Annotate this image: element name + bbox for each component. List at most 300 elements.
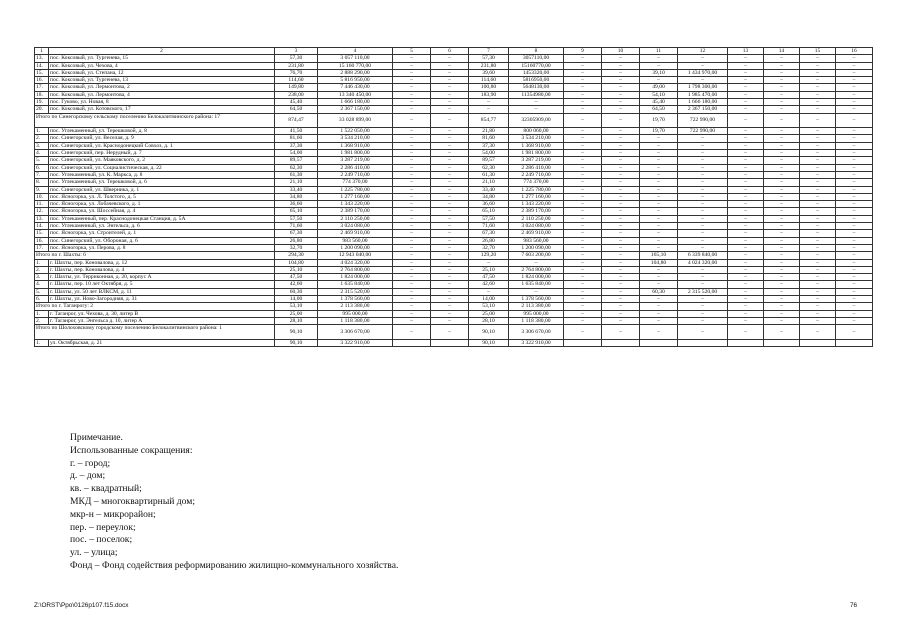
table-cell: 57,50: [469, 215, 509, 222]
table-cell: 2 469 910,00: [509, 230, 564, 237]
table-cell: –: [836, 266, 873, 273]
table-cell: 8.: [35, 179, 49, 186]
table-cell: –: [640, 266, 678, 273]
table-cell: 21,80: [469, 128, 509, 135]
table-cell: пос. Ясногорка, ул. Строителей, д. 1: [49, 230, 275, 237]
table-cell: –: [678, 274, 728, 281]
table-cell: –: [393, 186, 431, 193]
table-cell: –: [602, 288, 640, 295]
table-cell: 28,10: [469, 317, 509, 324]
column-header: 12: [678, 48, 728, 55]
table-cell: 1 824 000,00: [509, 274, 564, 281]
page-number: 76: [850, 602, 858, 609]
column-header: 13: [728, 48, 764, 55]
table-cell: –: [800, 164, 836, 171]
table-row: [35, 91, 873, 98]
table-cell: пос. Углекаменный, ул. Энгельса, д. 6: [49, 223, 275, 230]
table-cell: 1 277 160,00: [509, 193, 564, 200]
table-cell: –: [602, 237, 640, 244]
table-row: [35, 171, 873, 178]
table-cell: –: [836, 310, 873, 317]
table-cell: 2 110 250,00: [509, 215, 564, 222]
table-cell: –: [564, 171, 602, 178]
table-cell: 1 798 300,00: [678, 84, 728, 91]
table-cell: –: [431, 252, 469, 259]
table-cell: –: [602, 171, 640, 178]
header-row: [35, 48, 873, 55]
table-cell: –: [728, 208, 764, 215]
table-cell: пос. Ясногорка, ул. Шоссейная, д. 4: [49, 208, 275, 215]
table-cell: –: [728, 296, 764, 303]
subtotal-row: [35, 325, 873, 340]
table-cell: –: [800, 106, 836, 113]
table-cell: 722 990,00: [678, 128, 728, 135]
table-cell: –: [800, 208, 836, 215]
table-cell: –: [431, 157, 469, 164]
table-cell: –: [728, 171, 764, 178]
table-cell: 62,30: [469, 164, 509, 171]
table-cell: –: [469, 99, 509, 106]
table-cell: –: [602, 208, 640, 215]
table-cell: 60,30: [275, 288, 318, 295]
table-cell: –: [564, 142, 602, 149]
table-cell: –: [602, 259, 640, 266]
table-cell: –: [602, 317, 640, 324]
table-cell: –: [836, 208, 873, 215]
table-cell: –: [764, 303, 800, 310]
table-cell: 13.: [35, 215, 49, 222]
table-cell: –: [728, 186, 764, 193]
table-cell: 2 367 150,00: [318, 106, 393, 113]
table-cell: 294,30: [275, 252, 318, 259]
table-cell: 238,00: [275, 91, 318, 98]
table-cell: –: [764, 274, 800, 281]
table-cell: –: [836, 252, 873, 259]
table-cell: г. Шахты, пер. 10 лет Октября, д. 5: [49, 281, 275, 288]
table-cell: –: [431, 193, 469, 200]
table-cell: 15160770,00: [509, 62, 564, 69]
table-cell: 1 824 000,00: [318, 274, 393, 281]
table-cell: –: [564, 91, 602, 98]
table-cell: 1 368 910,00: [318, 142, 393, 149]
table-cell: 11.: [35, 201, 49, 208]
table-cell: пос. Углекаменный, ул. Терешковой, д. 8: [49, 128, 275, 135]
table-cell: –: [431, 266, 469, 273]
abbreviations-title: Использованные сокращения:: [70, 444, 193, 456]
table-cell: –: [393, 193, 431, 200]
table-cell: 71,60: [469, 223, 509, 230]
table-cell: –: [393, 69, 431, 76]
table-cell: –: [393, 303, 431, 310]
table-row: [35, 55, 873, 62]
table-cell: –: [800, 215, 836, 222]
table-cell: [800, 339, 836, 346]
table-cell: –: [564, 186, 602, 193]
table-cell: –: [678, 223, 728, 230]
table-cell: –: [431, 84, 469, 91]
table-cell: –: [431, 288, 469, 295]
table-cell: –: [431, 69, 469, 76]
table-cell: –: [393, 296, 431, 303]
table-row: [35, 244, 873, 251]
notes-section: [70, 432, 398, 573]
table-cell: –: [431, 55, 469, 62]
table-cell: –: [393, 252, 431, 259]
table-cell: –: [602, 281, 640, 288]
subtotal-row: [35, 303, 873, 310]
table-cell: 2 315 520,00: [318, 288, 393, 295]
table-cell: –: [393, 310, 431, 317]
table-cell: 1 981 800,00: [509, 150, 564, 157]
table-cell: 7 446 430,00: [318, 84, 393, 91]
table-cell: 995 000,00: [509, 310, 564, 317]
table-cell: 42,60: [275, 281, 318, 288]
table-cell: пос. Коксовый, ул. Лермонтова, 2: [49, 84, 275, 91]
table-cell: 165,10: [640, 252, 678, 259]
table-cell: –: [800, 84, 836, 91]
column-header: 10: [602, 48, 640, 55]
table-cell: 57,30: [275, 55, 318, 62]
table-cell: –: [640, 303, 678, 310]
table-cell: г. Таганрог, ул. Чехова, д. 30, литер В: [49, 310, 275, 317]
table-cell: –: [602, 150, 640, 157]
table-cell: –: [764, 135, 800, 142]
table-row: [35, 179, 873, 186]
table-cell: 90,10: [469, 339, 509, 346]
table-cell: –: [728, 113, 764, 128]
table-cell: –: [836, 62, 873, 69]
table-cell: –: [431, 150, 469, 157]
table-cell: 1 225 780,00: [509, 186, 564, 193]
table-cell: 995 000,00: [318, 310, 393, 317]
table-cell: 34,80: [469, 193, 509, 200]
table-cell: пос. Ясногорка, ул. Перова, д. 8: [49, 244, 275, 251]
table-cell: 2 286 410,00: [318, 164, 393, 171]
table-cell: г. Таганрог, ул. Энгельса д. 10, литер А: [49, 317, 275, 324]
table-cell: –: [678, 55, 728, 62]
table-cell: –: [602, 157, 640, 164]
table-cell: [431, 339, 469, 346]
table-cell: 149,80: [275, 84, 318, 91]
table-cell: –: [393, 244, 431, 251]
table-cell: 2 389 170,00: [318, 208, 393, 215]
table-cell: 983 560,00: [509, 237, 564, 244]
table-cell: 21,10: [275, 179, 318, 186]
table-cell: –: [800, 223, 836, 230]
table-cell: 5816950,00: [509, 77, 564, 84]
table-cell: –: [800, 62, 836, 69]
table-cell: 42,60: [469, 281, 509, 288]
table-cell: 7 603 200,00: [509, 252, 564, 259]
table-cell: пос. Коксовый, ул. Тургенева, 15: [49, 55, 275, 62]
table-cell: –: [431, 113, 469, 128]
table-cell: –: [678, 237, 728, 244]
table-cell: –: [836, 244, 873, 251]
table-cell: 231,80: [469, 62, 509, 69]
table-cell: –: [728, 288, 764, 295]
file-path: Z:\ORST\Ppo\0126p107.f15.docx: [34, 602, 129, 609]
table-cell: –: [602, 128, 640, 135]
table-cell: –: [764, 208, 800, 215]
column-header: 4: [318, 48, 393, 55]
table-cell: 61,30: [469, 171, 509, 178]
table-cell: 13.: [35, 55, 49, 62]
table-cell: –: [728, 62, 764, 69]
table-body: [35, 48, 873, 347]
register-sheet: [34, 47, 868, 347]
table-row: [35, 317, 873, 324]
table-cell: –: [393, 164, 431, 171]
table-cell: пос. Углекаменный, пер. Краснодонецкая Станция, д. 5А: [49, 215, 275, 222]
table-row: [35, 281, 873, 288]
table-cell: –: [564, 259, 602, 266]
table-cell: –: [678, 201, 728, 208]
table-cell: 21,10: [469, 179, 509, 186]
table-cell: –: [564, 69, 602, 76]
table-cell: 3 322 910,00: [318, 339, 393, 346]
table-cell: [836, 339, 873, 346]
table-cell: –: [431, 99, 469, 106]
table-cell: –: [764, 215, 800, 222]
table-row: [35, 237, 873, 244]
table-cell: 2 469 910,00: [318, 230, 393, 237]
table-cell: 1 522 050,00: [318, 128, 393, 135]
table-cell: 89,57: [275, 157, 318, 164]
table-cell: –: [764, 77, 800, 84]
table-cell: 1 200 090,00: [509, 244, 564, 251]
table-cell: 32,70: [469, 244, 509, 251]
table-cell: 19.: [35, 99, 49, 106]
column-header: 3: [275, 48, 318, 55]
table-cell: [764, 339, 800, 346]
table-cell: 6.: [35, 164, 49, 171]
table-row: [35, 62, 873, 69]
table-cell: –: [431, 171, 469, 178]
table-cell: –: [602, 164, 640, 171]
table-cell: пос. Коксовый, ул. Тургенева, 13: [49, 77, 275, 84]
table-cell: –: [564, 113, 602, 128]
table-cell: 25,00: [469, 310, 509, 317]
table-cell: 2 888 290,00: [318, 69, 393, 76]
table-cell: 2 113 380,00: [509, 303, 564, 310]
table-cell: –: [800, 77, 836, 84]
table-cell: –: [764, 230, 800, 237]
table-cell: –: [728, 252, 764, 259]
table-row: [35, 274, 873, 281]
table-cell: 3.: [35, 274, 49, 281]
table-cell: –: [602, 296, 640, 303]
table-cell: 1 368 910,00: [509, 142, 564, 149]
table-cell: 65,10: [275, 208, 318, 215]
table-cell: пос. Коксовый, ул. Чехова, 4: [49, 62, 275, 69]
table-cell: 45,40: [275, 99, 318, 106]
table-cell: –: [393, 237, 431, 244]
table-cell: 49,00: [640, 84, 678, 91]
table-cell: 2 315 520,00: [678, 288, 728, 295]
table-cell: 33,40: [275, 186, 318, 193]
table-cell: –: [800, 135, 836, 142]
table-cell: 47,50: [275, 274, 318, 281]
table-cell: [678, 339, 728, 346]
table-cell: 4.: [35, 150, 49, 157]
table-cell: –: [431, 317, 469, 324]
abbreviations-list: [70, 458, 398, 573]
table-cell: 57,30: [469, 55, 509, 62]
table-cell: 2 367 150,00: [678, 106, 728, 113]
table-cell: –: [800, 288, 836, 295]
table-cell: –: [836, 157, 873, 164]
table-cell: –: [836, 325, 873, 340]
table-cell: –: [764, 55, 800, 62]
table-cell: –: [640, 164, 678, 171]
table-cell: –: [800, 69, 836, 76]
table-cell: –: [836, 128, 873, 135]
table-cell: –: [764, 164, 800, 171]
table-cell: –: [640, 179, 678, 186]
table-cell: –: [800, 142, 836, 149]
table-cell: 1 225 780,00: [318, 186, 393, 193]
table-cell: 26,80: [275, 237, 318, 244]
column-header: 16: [836, 48, 873, 55]
table-cell: –: [728, 77, 764, 84]
table-cell: 36,60: [275, 201, 318, 208]
table-cell: 2 764 800,00: [509, 266, 564, 273]
table-cell: 19,70: [640, 128, 678, 135]
table-cell: –: [564, 274, 602, 281]
table-cell: 9.: [35, 186, 49, 193]
table-cell: 89,57: [469, 157, 509, 164]
table-cell: –: [602, 84, 640, 91]
table-cell: 37,30: [275, 142, 318, 149]
table-row: [35, 128, 873, 135]
table-cell: –: [728, 193, 764, 200]
table-cell: –: [728, 230, 764, 237]
table-cell: 3 287 219,00: [318, 157, 393, 164]
subtotal-label: Итого по Шолоховскому городскому поселению Белокалитвинского района: 1: [35, 325, 275, 340]
table-cell: –: [602, 69, 640, 76]
table-cell: 2 249 710,00: [318, 171, 393, 178]
table-cell: –: [564, 193, 602, 200]
table-cell: –: [764, 99, 800, 106]
table-cell: 722 990,00: [678, 113, 728, 128]
table-cell: пос. Ясногорка, ул. Лобачевского, д. 1: [49, 201, 275, 208]
table-cell: [640, 339, 678, 346]
table-cell: –: [800, 157, 836, 164]
table-cell: –: [728, 99, 764, 106]
table-cell: пос. Коксовый, ул. Степана, 12: [49, 69, 275, 76]
table-cell: 3 024 080,00: [318, 223, 393, 230]
notes-title: Примечание.: [70, 432, 123, 443]
table-cell: –: [640, 77, 678, 84]
table-cell: –: [431, 208, 469, 215]
table-cell: 3 322 910,00: [509, 339, 564, 346]
table-cell: –: [602, 274, 640, 281]
table-cell: –: [800, 252, 836, 259]
table-cell: 1 434 970,00: [678, 69, 728, 76]
table-cell: 71,60: [275, 223, 318, 230]
table-cell: –: [764, 128, 800, 135]
table-cell: –: [836, 171, 873, 178]
table-cell: –: [564, 317, 602, 324]
table-cell: 36,60: [469, 201, 509, 208]
table-cell: 41,50: [275, 128, 318, 135]
table-cell: 25,10: [275, 266, 318, 273]
table-cell: 7.: [35, 171, 49, 178]
table-cell: –: [564, 223, 602, 230]
table-cell: –: [678, 244, 728, 251]
table-cell: –: [678, 303, 728, 310]
table-cell: –: [564, 106, 602, 113]
table-cell: –: [602, 62, 640, 69]
table-cell: –: [640, 150, 678, 157]
table-row: [35, 150, 873, 157]
table-cell: –: [564, 288, 602, 295]
table-cell: –: [640, 186, 678, 193]
table-cell: 2 110 250,00: [318, 215, 393, 222]
subtotal-label: Итого по г. Таганрогу: 2: [35, 303, 275, 310]
table-cell: –: [728, 244, 764, 251]
table-cell: –: [678, 193, 728, 200]
table-cell: –: [564, 135, 602, 142]
table-cell: –: [564, 84, 602, 91]
table-cell: 104,80: [275, 259, 318, 266]
table-cell: –: [602, 113, 640, 128]
table-cell: –: [393, 201, 431, 208]
table-cell: –: [564, 266, 602, 273]
table-cell: –: [431, 91, 469, 98]
table-cell: 2.: [35, 266, 49, 273]
table-cell: 5.: [35, 288, 49, 295]
table-cell: –: [836, 296, 873, 303]
table-cell: –: [393, 142, 431, 149]
table-cell: 774 370,00: [509, 179, 564, 186]
table-cell: –: [431, 106, 469, 113]
table-cell: –: [764, 106, 800, 113]
table-cell: –: [800, 325, 836, 340]
table-cell: пос. Углекаменный, ул. К. Маркса, д. 8: [49, 171, 275, 178]
table-cell: –: [836, 150, 873, 157]
table-cell: –: [764, 237, 800, 244]
table-cell: –: [602, 142, 640, 149]
table-cell: 60,30: [640, 288, 678, 295]
table-cell: –: [431, 274, 469, 281]
table-cell: 18.: [35, 91, 49, 98]
column-header: 5: [393, 48, 431, 55]
table-cell: –: [602, 266, 640, 273]
table-cell: 33 028 899,00: [318, 113, 393, 128]
table-cell: –: [800, 99, 836, 106]
table-cell: 12 943 040,00: [318, 252, 393, 259]
table-cell: –: [836, 91, 873, 98]
table-cell: –: [800, 244, 836, 251]
table-row: [35, 77, 873, 84]
table-cell: 2 286 410,00: [509, 164, 564, 171]
table-cell: 3 306 670,00: [318, 325, 393, 340]
table-cell: 1453320,00: [509, 69, 564, 76]
table-cell: 47,50: [469, 274, 509, 281]
table-cell: 57,50: [275, 215, 318, 222]
table-cell: 17.: [35, 84, 49, 91]
table-cell: –: [764, 113, 800, 128]
table-cell: 1.: [35, 310, 49, 317]
table-cell: 5648130,00: [509, 84, 564, 91]
table-cell: г. Шахты, пер. Коновалова, д. 4: [49, 266, 275, 273]
table-cell: 1 635 840,00: [509, 281, 564, 288]
table-cell: пос. Синегорский, ул. Веселая, д. 9: [49, 135, 275, 142]
table-cell: –: [836, 237, 873, 244]
table-cell: –: [800, 128, 836, 135]
table-cell: –: [836, 77, 873, 84]
